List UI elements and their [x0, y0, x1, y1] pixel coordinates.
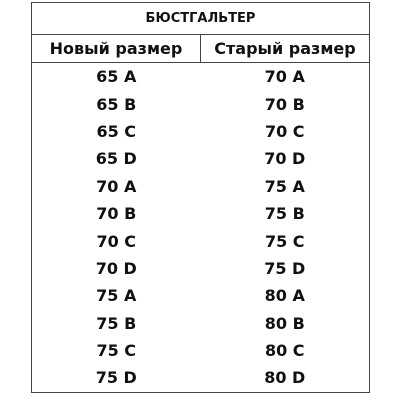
table-row	[32, 90, 370, 117]
table-row	[32, 282, 370, 309]
new-size-cell: 65 A	[32, 63, 201, 91]
old-size-cell: 75 B	[201, 200, 370, 227]
table-row	[32, 337, 370, 364]
old-size-cell: 70 D	[201, 145, 370, 172]
table-row	[32, 63, 370, 91]
new-size-cell: 65 C	[32, 118, 201, 145]
new-size-cell: 65 B	[32, 90, 201, 117]
table-row	[32, 255, 370, 282]
old-size-cell: 80 C	[201, 337, 370, 364]
table-row	[32, 118, 370, 145]
new-size-cell: 75 B	[32, 310, 201, 337]
old-size-cell: 75 C	[201, 227, 370, 254]
old-size-cell: 75 D	[201, 255, 370, 282]
new-size-cell: 75 D	[32, 364, 201, 392]
table-row	[32, 364, 370, 392]
table-title-row	[32, 3, 370, 35]
new-size-cell: 75 A	[32, 282, 201, 309]
old-size-cell: 80 A	[201, 282, 370, 309]
table-header-row	[32, 35, 370, 63]
new-size-cell: 70 C	[32, 227, 201, 254]
table-title: БЮСТГАЛЬТЕР	[32, 3, 370, 35]
new-size-cell: 65 D	[32, 145, 201, 172]
old-size-cell: 70 A	[201, 63, 370, 91]
new-size-cell: 70 D	[32, 255, 201, 282]
table-row	[32, 310, 370, 337]
size-conversion-table	[31, 2, 370, 393]
column-header-new-size: Новый размер	[32, 35, 201, 63]
column-header-old-size: Старый размер	[201, 35, 370, 63]
new-size-cell: 75 C	[32, 337, 201, 364]
new-size-cell: 70 A	[32, 173, 201, 200]
old-size-cell: 75 A	[201, 173, 370, 200]
old-size-cell: 80 D	[201, 364, 370, 392]
old-size-cell: 80 B	[201, 310, 370, 337]
table-row	[32, 227, 370, 254]
new-size-cell: 70 B	[32, 200, 201, 227]
table-row	[32, 145, 370, 172]
old-size-cell: 70 C	[201, 118, 370, 145]
old-size-cell: 70 B	[201, 90, 370, 117]
table-row	[32, 173, 370, 200]
table-row	[32, 200, 370, 227]
